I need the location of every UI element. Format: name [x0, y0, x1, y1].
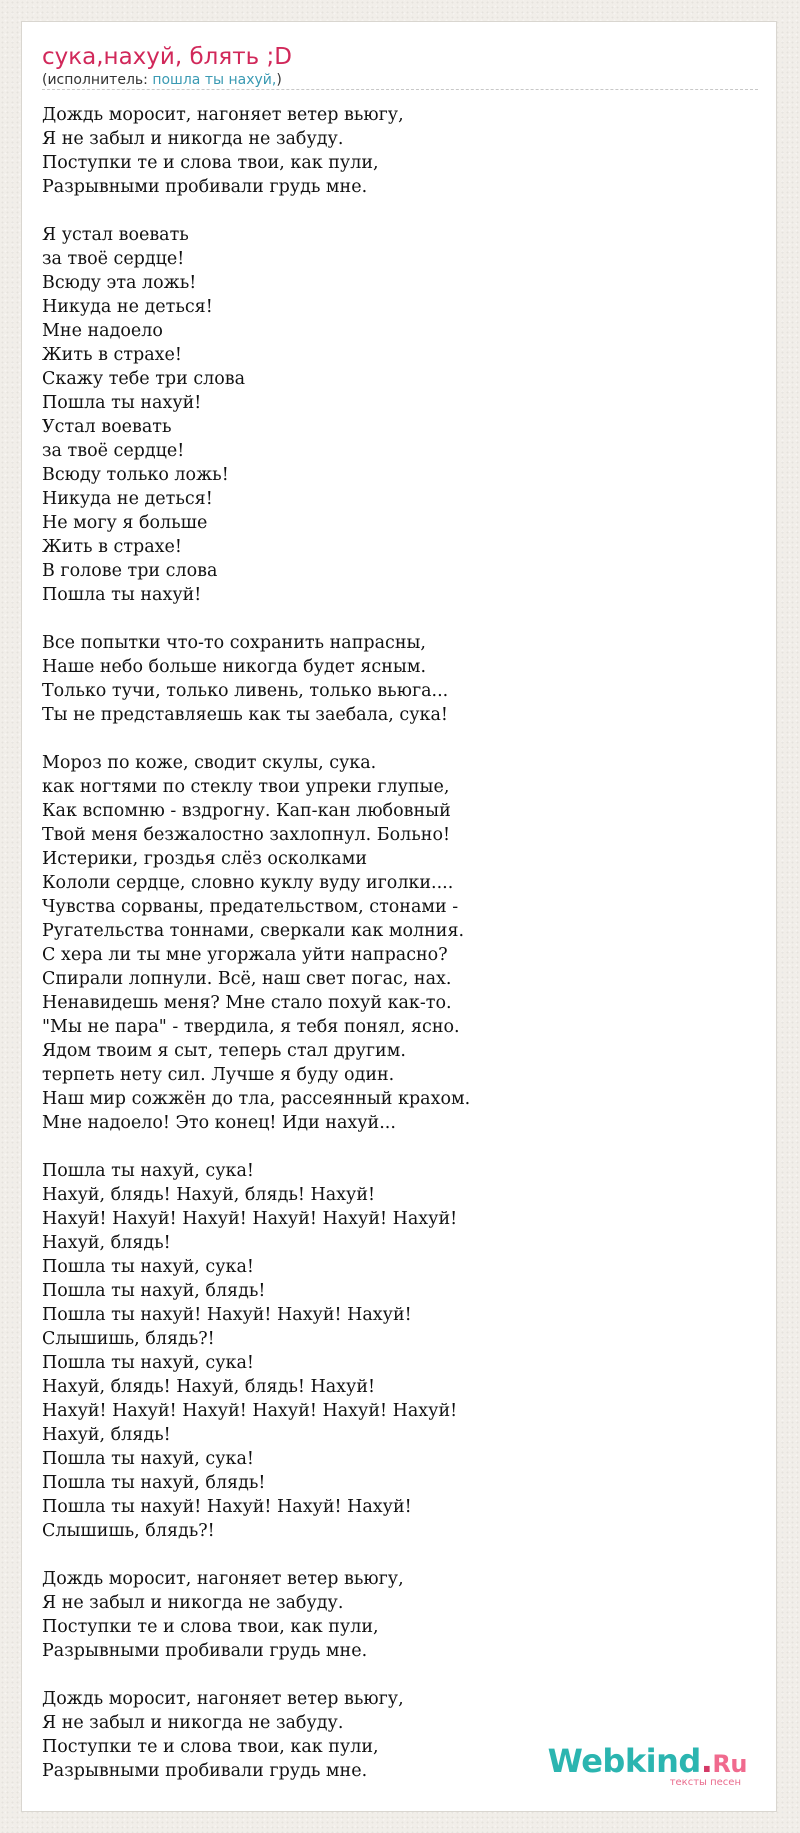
logo-tld: Ru — [712, 1750, 747, 1778]
lyrics-stanza — [42, 631, 742, 727]
lyric-line: В голове три слова — [42, 561, 218, 581]
lyric-line: Истерики, гроздья слёз осколками — [42, 849, 368, 869]
lyric-line: Наше небо больше никогда будет ясным. — [42, 657, 427, 677]
site-logo[interactable] — [547, 1742, 747, 1788]
lyric-line: Пошла ты нахуй! — [42, 585, 202, 605]
lyric-line: Ненавидешь меня? Мне стало похуй как-то. — [42, 993, 452, 1013]
lyric-line: Нахуй, блядь! Нахуй, блядь! Нахуй! — [42, 1185, 376, 1205]
lyric-line: как ногтями по стеклу твои упреки глупые, — [42, 777, 450, 797]
lyric-line: за твоё сердце! — [42, 249, 185, 269]
lyric-line: Нахуй! Нахуй! Нахуй! Нахуй! Нахуй! Нахуй! — [42, 1209, 458, 1229]
logo-tagline: тексты песен — [669, 1777, 741, 1788]
lyric-line: Скажу тебе три слова — [42, 369, 246, 389]
lyric-line: Я устал воевать — [42, 225, 189, 245]
lyrics-card — [21, 21, 777, 1812]
lyric-line: Нахуй, блядь! — [42, 1425, 171, 1445]
lyric-line: Ядом твоим я сыт, теперь стал другим. — [42, 1041, 406, 1061]
lyric-line: Пошла ты нахуй, блядь! — [42, 1473, 266, 1493]
lyric-line: Разрывными пробивали грудь мне. — [42, 1641, 368, 1661]
lyric-line: Я не забыл и никогда не забуду. — [42, 1593, 344, 1613]
lyric-line: Все попытки что-то сохранить напрасны, — [42, 633, 426, 653]
lyric-line: терпеть нету сил. Лучше я буду один. — [42, 1065, 395, 1085]
artist-link[interactable]: пошла ты нахуй, — [152, 72, 277, 88]
lyric-line: Твой меня безжалостно захлопнул. Больно! — [42, 825, 451, 845]
lyrics-stanza — [42, 1567, 742, 1663]
lyric-line: Слышишь, блядь?! — [42, 1521, 215, 1541]
logo-dot: . — [700, 1742, 713, 1780]
lyric-line: Мне надоело — [42, 321, 163, 341]
lyric-line: Как вспомню - вздрогну. Кап-кан любовный — [42, 801, 451, 821]
lyric-line: Пошла ты нахуй, сука! — [42, 1161, 254, 1181]
lyric-line: С хера ли ты мне угоржала уйти напрасно? — [42, 945, 448, 965]
lyric-line: Жить в страхе! — [42, 537, 182, 557]
lyric-line: Пошла ты нахуй, сука! — [42, 1257, 254, 1277]
artist-prefix: (исполнитель: — [42, 72, 153, 88]
logo-name: Webkind — [547, 1742, 701, 1780]
lyric-line: Всюду эта ложь! — [42, 273, 197, 293]
lyrics-stanza — [42, 751, 742, 1135]
lyric-line: Всюду только ложь! — [42, 465, 229, 485]
lyric-line: Ты не представляешь как ты заебала, сука! — [42, 705, 448, 725]
lyric-line: Поступки те и слова твои, как пули, — [42, 153, 379, 173]
lyric-line: Пошла ты нахуй, сука! — [42, 1353, 254, 1373]
lyric-line: Устал воевать — [42, 417, 172, 437]
lyric-line: Жить в страхе! — [42, 345, 182, 365]
lyric-line: Дождь моросит, нагоняет ветер вьюгу, — [42, 1689, 404, 1709]
lyric-line: Поступки те и слова твои, как пули, — [42, 1737, 379, 1757]
lyric-line: Только тучи, только ливень, только вьюга... — [42, 681, 449, 701]
lyric-line: Я не забыл и никогда не забуду. — [42, 1713, 344, 1733]
lyric-line: Ругательства тоннами, сверкали как молния. — [42, 921, 465, 941]
artist-line — [42, 71, 282, 89]
lyric-line: Пошла ты нахуй! — [42, 393, 202, 413]
lyric-line: Не могу я больше — [42, 513, 208, 533]
lyric-line: Разрывными пробивали грудь мне. — [42, 1761, 368, 1781]
lyric-line: Наш мир сожжён до тла, рассеянный крахом. — [42, 1089, 471, 1109]
lyric-line: за твоё сердце! — [42, 441, 185, 461]
lyric-line: Слышишь, блядь?! — [42, 1329, 215, 1349]
lyric-line: Мне надоело! Это конец! Иди нахуй... — [42, 1113, 396, 1133]
lyric-line: Мороз по коже, сводит скулы, сука. — [42, 753, 377, 773]
artist-suffix: ) — [276, 72, 282, 88]
lyric-line: Я не забыл и никогда не забуду. — [42, 129, 344, 149]
lyric-line: Пошла ты нахуй! Нахуй! Нахуй! Нахуй! — [42, 1497, 412, 1517]
lyric-line: Никуда не деться! — [42, 297, 213, 317]
lyric-line: Пошла ты нахуй! Нахуй! Нахуй! Нахуй! — [42, 1305, 412, 1325]
lyric-line: Никуда не деться! — [42, 489, 213, 509]
lyric-line: Кололи сердце, словно куклу вуду иголки.... — [42, 873, 454, 893]
lyric-line: Поступки те и слова твои, как пули, — [42, 1617, 379, 1637]
lyric-line: Чувства сорваны, предательством, стонами - — [42, 897, 459, 917]
lyric-line: Пошла ты нахуй, сука! — [42, 1449, 254, 1469]
lyric-line: Нахуй, блядь! — [42, 1233, 171, 1253]
lyric-line: Пошла ты нахуй, блядь! — [42, 1281, 266, 1301]
lyric-line: Нахуй, блядь! Нахуй, блядь! Нахуй! — [42, 1377, 376, 1397]
lyrics-stanza — [42, 1159, 742, 1543]
lyric-line: Спирали лопнули. Всё, наш свет погас, нах. — [42, 969, 452, 989]
title-divider — [42, 89, 758, 90]
lyric-line: Дождь моросит, нагоняет ветер вьюгу, — [42, 105, 404, 125]
lyrics-stanza — [42, 103, 742, 199]
lyric-line: "Мы не пара" - твердила, я тебя понял, ясно. — [42, 1017, 460, 1037]
lyric-line: Нахуй! Нахуй! Нахуй! Нахуй! Нахуй! Нахуй! — [42, 1401, 458, 1421]
lyrics-stanza — [42, 223, 742, 607]
lyric-line: Дождь моросит, нагоняет ветер вьюгу, — [42, 1569, 404, 1589]
lyric-line: Разрывными пробивали грудь мне. — [42, 177, 368, 197]
song-title: сука,нахуй, блять ;D — [42, 44, 292, 70]
lyrics-text — [42, 103, 742, 1783]
